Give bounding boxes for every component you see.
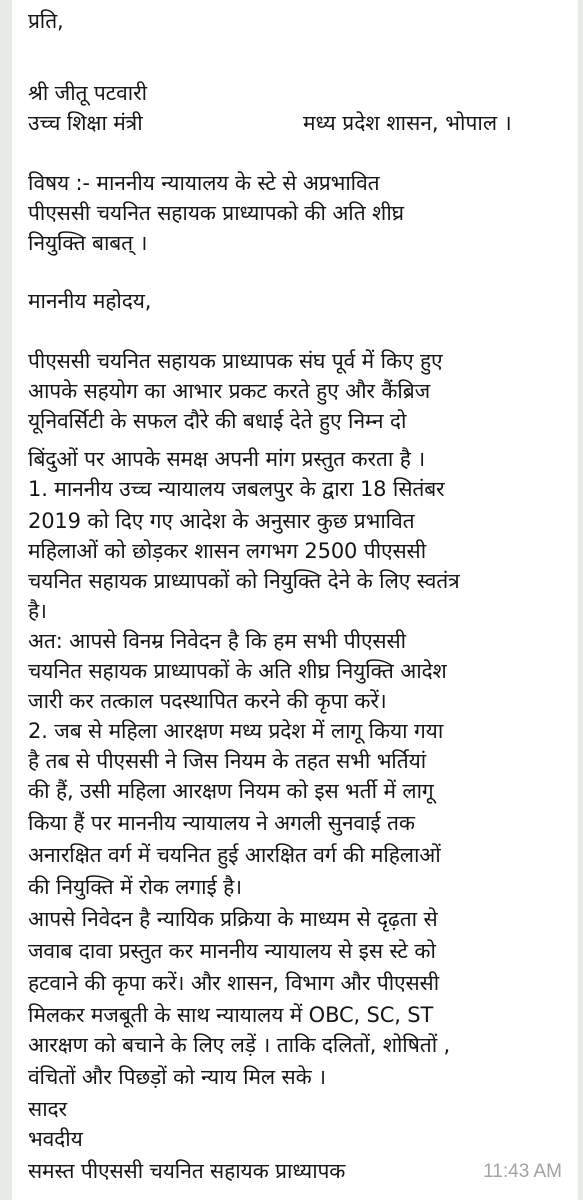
body-line: है। <box>28 599 47 623</box>
body-line: है तब से पीएससी ने जिस नियम के तहत सभी भर्तियां <box>28 749 427 773</box>
body-line: चयनित सहायक प्राध्यापकों को नियुक्ति देने के लिए स्वतंत्र <box>28 569 460 593</box>
body-line: आपके सहयोग का आभार प्रकट करते हुए और कैंब्रिज <box>28 379 431 403</box>
recipient-designation: उच्च शिक्षा मंत्री <box>28 111 143 135</box>
subject-line: पीएससी चयनित सहायक प्राध्यापको की अति शीघ्र <box>28 201 404 225</box>
body-line: अत: आपसे विनम्र निवेदन है कि हम सभी पीएससी <box>28 629 406 653</box>
message-timestamp: 11:43 AM <box>483 1161 562 1182</box>
body-line: जारी कर तत्काल पदस्थापित करने की कृपा करें। <box>28 689 387 713</box>
body-line: अनारक्षित वर्ग में चयनित हुई आरक्षित वर्ग की महिलाओं <box>28 843 441 867</box>
body-line: आपसे निवेदन है न्यायिक प्रक्रिया के माध्यम से दृढ़ता से <box>28 907 438 931</box>
body-line: चयनित सहायक प्राध्यापकों के अति शीघ्र नियुक्ति आदेश <box>28 659 447 683</box>
recipient-name: श्री जीतू पटवारी <box>28 81 147 105</box>
body-line: हटवाने की कृपा करें। और शासन, विभाग और पीएससी <box>28 971 440 995</box>
body-line: की हैं, उसी महिला आरक्षण नियम को इस भर्ती में लागू <box>28 779 434 803</box>
message-bubble[interactable] <box>12 0 578 1200</box>
body-line: मिलकर मजबूती के साथ न्यायालय में OBC, SC, ST <box>28 1003 434 1027</box>
sender-signature: समस्त पीएससी चयनित सहायक प्राध्यापक <box>28 1159 346 1183</box>
body-line: बिंदुओं पर आपके समक्ष अपनी मांग प्रस्तुत करता है । <box>28 447 426 471</box>
body-line: 2019 को दिए गए आदेश के अनुसार कुछ प्रभावित <box>28 509 415 533</box>
body-line: जवाब दावा प्रस्तुत कर माननीय न्यायालय से इस स्टे को <box>28 939 436 963</box>
closing-regards: सादर <box>28 1097 67 1121</box>
body-line: आरक्षण को बचाने के लिए लड़ें । ताकि दलितों, शोषितों , <box>28 1033 451 1057</box>
subject-line: विषय :- माननीय न्यायालय के स्टे से अप्रभावित <box>28 171 380 195</box>
body-line: महिलाओं को छोड़कर शासन लगभग 2500 पीएससी <box>28 539 426 563</box>
body-line: 2. जब से महिला आरक्षण मध्य प्रदेश में लागू किया गया <box>28 719 444 743</box>
body-line: यूनिवर्सिटी के सफल दौरे की बधाई देते हुए निम्न दो <box>28 409 407 433</box>
body-line: पीएससी चयनित सहायक प्राध्यापक संघ पूर्व में किए हुए <box>28 349 443 373</box>
salutation-to: प्रति, <box>28 9 64 33</box>
closing-yours: भवदीय <box>28 1127 83 1151</box>
body-line: की नियुक्ति में रोक लगाई है। <box>28 875 242 899</box>
body-line: वंचितों और पिछड़ों को न्याय मिल सके । <box>28 1065 326 1089</box>
body-line: 1. माननीय उच्च न्यायालय जबलपुर के द्वारा 18 सितंबर <box>28 477 445 501</box>
subject-line: नियुक्ति बाबत् । <box>28 231 148 255</box>
recipient-address: मध्य प्रदेश शासन, भोपाल । <box>303 111 512 135</box>
greeting: माननीय महोदय, <box>28 289 152 313</box>
body-line: किया हैं पर माननीय न्यायालय ने अगली सुनवाई तक <box>28 811 415 835</box>
